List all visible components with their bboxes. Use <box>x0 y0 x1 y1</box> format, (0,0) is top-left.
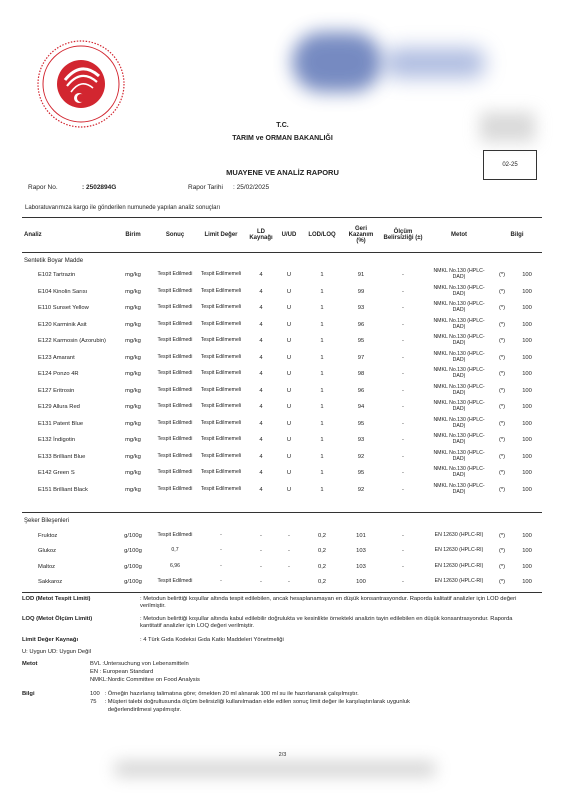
uncertainty-cell: - <box>402 453 404 460</box>
analyte-name: E120 Karminik Asit <box>38 321 87 328</box>
recovery-cell: 103 <box>356 563 366 570</box>
report-date-value: : 25/02/2025 <box>233 184 270 191</box>
uncertainty-cell: - <box>402 272 404 279</box>
blurred-logo-text <box>385 48 485 78</box>
lodloq-cell: 1 <box>320 321 324 328</box>
info-cell: 100 <box>522 354 532 361</box>
result-cell: Tespit Edilmedi <box>157 419 193 426</box>
recovery-cell: 95 <box>357 338 365 345</box>
info-line-1: 100 : Örneğin hazırlanış talimatına göre; örnekten 20 ml alınarak 100 ml su ile hazırlanarak çalışılmıştır. <box>90 691 359 697</box>
analyte-name: E131 Patent Blue <box>38 420 84 427</box>
limit-cell: Tespit Edilmemeli <box>200 485 242 492</box>
lodloq-cell: 1 <box>320 486 324 493</box>
table-row <box>22 399 542 416</box>
note-marker: (*) <box>498 532 506 539</box>
uud-cell: U <box>286 371 292 378</box>
uncertainty-cell: - <box>402 387 404 394</box>
method-cell: NMKL No.130 (HPLC-DAD) <box>433 301 485 314</box>
col-uncertainty: Ölçüm Belirsizliği (±) <box>383 229 423 241</box>
uncertainty-cell: - <box>402 354 404 361</box>
method-line-3: NMKL:Nordic Committee on Food Analysis <box>90 677 200 683</box>
result-cell: Tespit Edilmedi <box>157 337 193 344</box>
info-cell: 100 <box>522 548 532 555</box>
lodloq-cell: 1 <box>320 354 324 361</box>
note-marker: (*) <box>498 321 506 328</box>
uud-cell: U <box>286 470 292 477</box>
uud-legend: U: Uygun UD: Uygun Değil <box>22 649 91 655</box>
info-cell: 100 <box>522 272 532 279</box>
uncertainty-cell: - <box>402 288 404 295</box>
lodloq-cell: 1 <box>320 420 324 427</box>
uud-cell: U <box>286 305 292 312</box>
doc-code-box: 02-25 <box>483 150 537 180</box>
lodloq-cell: 1 <box>320 371 324 378</box>
ministry-title: TARIM ve ORMAN BAKANLIĞI <box>232 135 333 142</box>
uncertainty-cell: - <box>402 532 404 539</box>
analyte-name: E132 İndigotin <box>38 437 76 444</box>
unit-cell: mg/kg <box>125 321 141 328</box>
lodloq-cell: 1 <box>320 453 324 460</box>
uud-cell: U <box>286 420 292 427</box>
result-cell: Tespit Edilmedi <box>157 287 193 294</box>
table-row <box>22 432 542 449</box>
limit-cell: Tespit Edilmemeli <box>200 370 242 377</box>
result-cell: Tespit Edilmedi <box>157 353 193 360</box>
result-cell: 6,96 <box>169 562 181 569</box>
recovery-cell: 93 <box>357 437 365 444</box>
uncertainty-cell: - <box>402 404 404 411</box>
note-marker: (*) <box>498 354 506 361</box>
result-cell: Tespit Edilmedi <box>157 320 193 327</box>
ld-source-cell: - <box>260 548 262 555</box>
recovery-cell: 92 <box>357 486 365 493</box>
ld-source-cell: 4 <box>259 272 263 279</box>
ld-source-cell: 4 <box>259 470 263 477</box>
analyte-name: E123 Amarant <box>38 354 75 361</box>
uud-cell: - <box>288 532 290 539</box>
lodloq-cell: 1 <box>320 387 324 394</box>
info-cell: 100 <box>522 453 532 460</box>
note-marker: (*) <box>498 548 506 555</box>
uncertainty-cell: - <box>402 420 404 427</box>
info-label: Bilgi <box>22 691 35 697</box>
table-row <box>22 366 542 383</box>
result-cell: Tespit Edilmedi <box>157 370 193 377</box>
analyte-name: Glukoz <box>38 548 57 555</box>
report-no-value: : 2502894G <box>82 184 117 191</box>
uud-cell: U <box>286 354 292 361</box>
ld-source-cell: 4 <box>259 305 263 312</box>
method-cell: NMKL No.130 (HPLC-DAD) <box>433 350 485 363</box>
info-cell: 100 <box>522 437 532 444</box>
table-row <box>22 465 542 482</box>
note-marker: (*) <box>498 272 506 279</box>
result-cell: Tespit Edilmedi <box>157 386 193 393</box>
analyte-name: E124 Ponzo 4R <box>38 371 79 378</box>
uud-cell: - <box>288 579 290 586</box>
note-marker: (*) <box>498 404 506 411</box>
table-row <box>22 575 542 591</box>
method-cell: EN 12630 (HPLC-RI) <box>434 547 484 554</box>
note-marker: (*) <box>498 387 506 394</box>
limit-cell: Tespit Edilmemeli <box>200 304 242 311</box>
col-unit: Birim <box>125 232 141 238</box>
limit-cell: Tespit Edilmemeli <box>200 353 242 360</box>
limit-cell: - <box>220 531 222 538</box>
result-cell: Tespit Edilmedi <box>157 485 193 492</box>
uud-cell: U <box>286 321 292 328</box>
method-line-1: BVL :Untersuchung von Lebensmitteln <box>90 661 189 667</box>
analyte-name: E133 Brilliant Blue <box>38 453 86 460</box>
limit-cell: Tespit Edilmemeli <box>200 320 242 327</box>
method-cell: NMKL No.130 (HPLC-DAD) <box>433 317 485 330</box>
method-cell: NMKL No.130 (HPLC-DAD) <box>433 482 485 495</box>
limit-cell: Tespit Edilmemeli <box>200 419 242 426</box>
unit-cell: g/100g <box>124 563 142 570</box>
method-cell: NMKL No.130 (HPLC-DAD) <box>433 400 485 413</box>
loq-text: : Metodun belirttiği koşullar altında kabul edilebilir doğrulukta ve kesinlikte örnekteki analizin tayin edilebilen en düşük konsantrasyondur. Raporda kantitatif analizler için LOQ değeri verilmiştir. <box>140 616 513 629</box>
unit-cell: mg/kg <box>125 354 141 361</box>
loq-label: LOQ (Metot Ölçüm Limiti) <box>22 616 93 622</box>
uncertainty-cell: - <box>402 486 404 493</box>
unit-cell: mg/kg <box>125 470 141 477</box>
ld-source-cell: 4 <box>259 354 263 361</box>
uud-cell: U <box>286 338 292 345</box>
info-cell: 100 <box>522 470 532 477</box>
col-result: Sonuç <box>165 232 185 238</box>
result-cell: Tespit Edilmedi <box>157 531 193 538</box>
info-cell: 100 <box>522 305 532 312</box>
ld-source-cell: 4 <box>259 387 263 394</box>
col-analysis: Analiz <box>24 232 42 238</box>
uud-cell: U <box>286 486 292 493</box>
results-header <box>22 220 542 250</box>
lodloq-cell: 1 <box>320 470 324 477</box>
info-cell: 100 <box>522 420 532 427</box>
limit-cell: - <box>220 547 222 554</box>
header-bottom-line <box>22 252 542 253</box>
method-cell: NMKL No.130 (HPLC-DAD) <box>433 383 485 396</box>
note-marker: (*) <box>498 470 506 477</box>
ld-source-cell: 4 <box>259 338 263 345</box>
analyte-name: E142 Green S <box>38 470 75 477</box>
table-row <box>22 317 542 334</box>
uncertainty-cell: - <box>402 579 404 586</box>
ld-source-cell: - <box>260 563 262 570</box>
recovery-cell: 99 <box>357 288 365 295</box>
method-cell: NMKL No.130 (HPLC-DAD) <box>433 334 485 347</box>
recovery-cell: 95 <box>357 420 365 427</box>
ld-source-cell: 4 <box>259 321 263 328</box>
ld-source-cell: 4 <box>259 437 263 444</box>
method-cell: NMKL No.130 (HPLC-DAD) <box>433 284 485 297</box>
table-row <box>22 333 542 350</box>
uud-cell: - <box>288 563 290 570</box>
uud-cell: U <box>286 453 292 460</box>
lodloq-cell: 1 <box>320 404 324 411</box>
ld-source-cell: 4 <box>259 404 263 411</box>
info-line-2: 75 : Müşteri talebi doğrultusunda ölçüm belirsizliği kullanılmadan elde edilen sonuç limit değer ile karşılaştırılarak uygunluk <box>90 699 410 705</box>
result-cell: Tespit Edilmedi <box>157 271 193 278</box>
sugar-table <box>22 514 542 590</box>
method-cell: NMKL No.130 (HPLC-DAD) <box>433 367 485 380</box>
blurred-footer <box>115 762 435 776</box>
analyte-name: Sakkaroz <box>38 579 63 586</box>
unit-cell: mg/kg <box>125 288 141 295</box>
uncertainty-cell: - <box>402 563 404 570</box>
uud-cell: - <box>288 548 290 555</box>
col-uud: U/UD <box>281 232 297 238</box>
note-marker: (*) <box>498 305 506 312</box>
section-title-dyes: Sentetik Boyar Madde <box>24 258 84 264</box>
report-no-label: Rapor No. <box>28 184 58 191</box>
recovery-cell: 96 <box>357 321 365 328</box>
analyte-name: E102 Tartrazin <box>38 272 76 279</box>
result-cell: Tespit Edilmedi <box>157 469 193 476</box>
unit-cell: mg/kg <box>125 420 141 427</box>
note-marker: (*) <box>498 371 506 378</box>
table-row <box>22 267 542 284</box>
uncertainty-cell: - <box>402 338 404 345</box>
lodloq-cell: 0,2 <box>317 532 327 539</box>
notes-divider <box>22 592 542 593</box>
report-date-label: Rapor Tarihi <box>188 184 223 191</box>
unit-cell: g/100g <box>124 579 142 586</box>
unit-cell: mg/kg <box>125 305 141 312</box>
note-marker: (*) <box>498 437 506 444</box>
table-row <box>22 528 542 544</box>
limit-cell: Tespit Edilmemeli <box>200 469 242 476</box>
lod-text: : Metodun belirttiği koşullar altında tespit edilebilen, ancak hesaplanamayan en düşük konsantrasyondur. Raporda kalitatif analizler için LOD değeri verilmiştir. <box>140 596 517 609</box>
limit-cell: Tespit Edilmemeli <box>200 287 242 294</box>
recovery-cell: 93 <box>357 305 365 312</box>
result-cell: 0,7 <box>171 547 179 554</box>
ld-source-cell: 4 <box>259 486 263 493</box>
method-cell: NMKL No.130 (HPLC-DAD) <box>433 449 485 462</box>
unit-cell: mg/kg <box>125 437 141 444</box>
section-divider <box>22 512 542 513</box>
method-cell: EN 12630 (HPLC-RI) <box>434 562 484 569</box>
method-cell: NMKL No.130 (HPLC-DAD) <box>433 466 485 479</box>
result-cell: Tespit Edilmedi <box>157 578 193 585</box>
analyte-name: Fruktoz <box>38 532 58 539</box>
col-info: Bilgi <box>510 232 524 238</box>
limit-cell: Tespit Edilmemeli <box>200 403 242 410</box>
recovery-cell: 97 <box>357 354 365 361</box>
col-method: Metot <box>451 232 467 238</box>
method-line-2: EN : European Standard <box>90 669 154 675</box>
recovery-cell: 91 <box>357 272 365 279</box>
info-cell: 100 <box>522 321 532 328</box>
uncertainty-cell: - <box>402 321 404 328</box>
uud-cell: U <box>286 404 292 411</box>
recovery-cell: 94 <box>357 404 365 411</box>
lodloq-cell: 0,2 <box>317 548 327 555</box>
info-cell: 100 <box>522 486 532 493</box>
unit-cell: mg/kg <box>125 387 141 394</box>
note-marker: (*) <box>498 288 506 295</box>
uncertainty-cell: - <box>402 305 404 312</box>
recovery-cell: 98 <box>357 371 365 378</box>
table-row <box>22 416 542 433</box>
lod-label: LOD (Metot Tespit Limiti) <box>22 596 91 602</box>
lodloq-cell: 0,2 <box>317 563 327 570</box>
unit-cell: g/100g <box>124 532 142 539</box>
method-cell: EN 12630 (HPLC-RI) <box>434 578 484 585</box>
analyte-name: E110 Sunset Yellow <box>38 305 89 312</box>
uud-cell: U <box>286 387 292 394</box>
header-top-line <box>22 217 542 218</box>
note-marker: (*) <box>498 453 506 460</box>
ld-source-cell: 4 <box>259 453 263 460</box>
recovery-cell: 101 <box>356 532 366 539</box>
uncertainty-cell: - <box>402 371 404 378</box>
method-cell: NMKL No.130 (HPLC-DAD) <box>433 416 485 429</box>
report-title: MUAYENE VE ANALİZ RAPORU <box>226 168 339 177</box>
analyte-name: E127 Eritrosin <box>38 387 75 394</box>
synthetic-dyes-table <box>22 255 542 498</box>
lodloq-cell: 1 <box>320 437 324 444</box>
lodloq-cell: 1 <box>320 288 324 295</box>
note-marker: (*) <box>498 486 506 493</box>
page-number: 2/3 <box>278 752 287 758</box>
table-row <box>22 544 542 560</box>
limit-cell: Tespit Edilmemeli <box>200 386 242 393</box>
unit-cell: mg/kg <box>125 272 141 279</box>
method-label: Metot <box>22 661 38 667</box>
note-marker: (*) <box>498 338 506 345</box>
ld-source-cell: 4 <box>259 371 263 378</box>
unit-cell: mg/kg <box>125 404 141 411</box>
limit-cell: Tespit Edilmemeli <box>200 337 242 344</box>
info-cell: 100 <box>522 338 532 345</box>
blurred-logo <box>292 32 382 92</box>
uncertainty-cell: - <box>402 437 404 444</box>
col-recovery: Geri Kazanım (%) <box>348 226 374 244</box>
result-cell: Tespit Edilmedi <box>157 304 193 311</box>
limit-cell: Tespit Edilmemeli <box>200 436 242 443</box>
table-row <box>22 350 542 367</box>
note-marker: (*) <box>498 563 506 570</box>
col-lodloq: LOD/LOQ <box>308 232 336 238</box>
unit-cell: mg/kg <box>125 338 141 345</box>
table-row <box>22 559 542 575</box>
country-title: T.C. <box>276 122 289 129</box>
info-cell: 100 <box>522 563 532 570</box>
ld-source-cell: 4 <box>259 420 263 427</box>
table-row <box>22 383 542 400</box>
ministry-seal-icon <box>35 38 127 130</box>
analyte-name: E129 Allura Red <box>38 404 80 411</box>
recovery-cell: 92 <box>357 453 365 460</box>
result-cell: Tespit Edilmedi <box>157 436 193 443</box>
uncertainty-cell: - <box>402 470 404 477</box>
note-marker: (*) <box>498 420 506 427</box>
ld-source-cell: - <box>260 532 262 539</box>
limit-cell: Tespit Edilmemeli <box>200 452 242 459</box>
uncertainty-cell: - <box>402 548 404 555</box>
ld-source-cell: - <box>260 579 262 586</box>
limit-source-text: : 4 Türk Gıda Kodeksi Gıda Katkı Maddeleri Yönetmeliği <box>140 637 284 643</box>
info-cell: 100 <box>522 579 532 586</box>
info-line-3: değerlendirilmesi yapılmıştır. <box>90 707 182 713</box>
method-cell: EN 12630 (HPLC-RI) <box>434 531 484 538</box>
ld-source-cell: 4 <box>259 288 263 295</box>
lodloq-cell: 0,2 <box>317 579 327 586</box>
section-title-sugars: Şeker Bileşenleri <box>24 518 70 524</box>
unit-cell: mg/kg <box>125 486 141 493</box>
limit-cell: Tespit Edilmemeli <box>200 271 242 278</box>
table-row <box>22 482 542 499</box>
unit-cell: g/100g <box>124 548 142 555</box>
uud-cell: U <box>286 272 292 279</box>
recovery-cell: 96 <box>357 387 365 394</box>
info-cell: 100 <box>522 532 532 539</box>
analyte-name: E151 Brilliant Black <box>38 486 88 493</box>
unit-cell: mg/kg <box>125 371 141 378</box>
info-cell: 100 <box>522 371 532 378</box>
note-marker: (*) <box>498 579 506 586</box>
result-cell: Tespit Edilmedi <box>157 452 193 459</box>
limit-source-label: Limit Değer Kaynağı <box>22 637 79 643</box>
col-ld-source: LD Kaynağı <box>249 229 273 241</box>
lodloq-cell: 1 <box>320 338 324 345</box>
lodloq-cell: 1 <box>320 305 324 312</box>
intro-text: Laboratuvarımıza kargo ile gönderilen numunede yapılan analiz sonuçları <box>25 205 221 211</box>
limit-cell: - <box>220 562 222 569</box>
limit-cell: - <box>220 578 222 585</box>
table-row <box>22 449 542 466</box>
method-cell: NMKL No.130 (HPLC-DAD) <box>433 268 485 281</box>
recovery-cell: 95 <box>357 470 365 477</box>
analyte-name: E104 Kinolin Sarısı <box>38 288 88 295</box>
analyte-name: E122 Karmosin (Azorubin) <box>38 338 106 345</box>
lodloq-cell: 1 <box>320 272 324 279</box>
table-row <box>22 284 542 301</box>
info-cell: 100 <box>522 404 532 411</box>
info-cell: 100 <box>522 288 532 295</box>
method-cell: NMKL No.130 (HPLC-DAD) <box>433 433 485 446</box>
recovery-cell: 100 <box>356 579 366 586</box>
analyte-name: Maltoz <box>38 563 56 570</box>
info-cell: 100 <box>522 387 532 394</box>
result-cell: Tespit Edilmedi <box>157 403 193 410</box>
recovery-cell: 103 <box>356 548 366 555</box>
uud-cell: U <box>286 437 292 444</box>
uud-cell: U <box>286 288 292 295</box>
unit-cell: mg/kg <box>125 453 141 460</box>
table-row <box>22 300 542 317</box>
col-limit: Limit Değer <box>204 232 238 238</box>
